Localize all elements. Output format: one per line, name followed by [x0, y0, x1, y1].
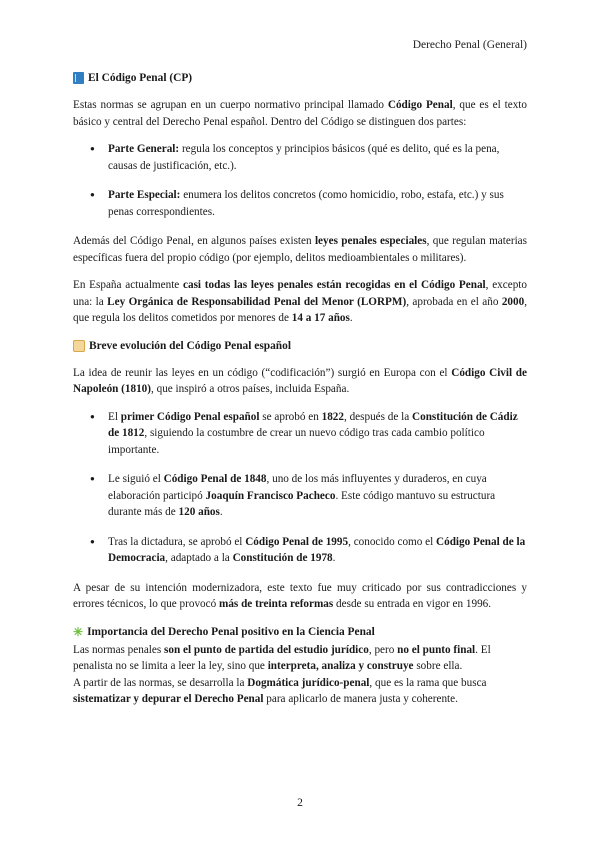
sparkle-icon: ✳	[73, 624, 84, 639]
list-item: ● El primer Código Penal español se aprobó en 1822, después de la Constitución de Cádiz de 1812, siguiendo la costumbre de crear un nuevo código tras cada cambio político importante.	[73, 409, 527, 459]
section-heading-evolucion: Breve evolución del Código Penal español	[73, 338, 527, 354]
list-item: ● Parte General: regula los conceptos y principios básicos (qué es delito, qué es la pena, causas de justificación, etc.).	[73, 141, 527, 174]
paragraph-codificacion: La idea de reunir las leyes en un código (“codificación”) surgió en Europa con el Código Civil de Napoleón (1810), que inspiró a otros países, incluida España.	[73, 366, 527, 395]
list-item: ● Le siguió el Código Penal de 1848, uno de los más influyentes y duraderos, en cuya elaboración participó Joaquín Francisco Pacheco. Este código mantuvo su estructura durante más de 120 años.	[73, 471, 527, 521]
page-number: 2	[297, 797, 303, 809]
scroll-icon	[73, 340, 85, 352]
paragraph-leyes-especiales: Además del Código Penal, en algunos países existen leyes penales especiales, que regulan materias específicas fuera del propio código (por ejemplo, delitos medioambientales o militares).	[73, 235, 527, 264]
section-heading-codigo: El Código Penal (CP)	[73, 70, 527, 86]
blue-book-icon	[73, 72, 84, 84]
section-heading-importancia: ✳ Importancia del Derecho Penal positivo en la Ciencia Penal	[73, 624, 375, 639]
paragraph-punto-partida: Las normas penales son el punto de partida del estudio jurídico, pero no el punto final. El penalista no se limita a leer la ley, sino que interpreta, analiza y construye sobre ella.	[73, 643, 491, 672]
document-body	[73, 70, 527, 708]
list-item: ● Parte Especial: enumera los delitos concretos (como homicidio, robo, estafa, etc.) y sus penas correspondientes.	[73, 187, 527, 220]
paragraph-lorpm: En España actualmente casi todas las leyes penales están recogidas en el Código Penal, excepto una: la Ley Orgánica de Responsabilidad Penal del Menor (LORPM), aprobada en el año 2000, que regula los delitos cometidos por menores de 14 a 17 años.	[73, 279, 527, 324]
page-header: Derecho Penal (General)	[412, 39, 527, 51]
list-partes	[73, 141, 527, 220]
list-evolucion	[73, 409, 527, 567]
paragraph-codigo-intro: Estas normas se agrupan en un cuerpo normativo principal llamado Código Penal, que es el texto básico y central del Derecho Penal español. Dentro del Código se distinguen dos partes:	[73, 99, 527, 128]
list-item: ● Tras la dictadura, se aprobó el Código Penal de 1995, conocido como el Código Penal de la Democracia, adaptado a la Constitución de 1978.	[73, 534, 527, 567]
paragraph-dogmatica: A partir de las normas, se desarrolla la Dogmática jurídico-penal, que es la rama que busca sistematizar y depurar el Derecho Penal para aplicarlo de manera justa y coherente.	[73, 676, 487, 705]
paragraph-reformas: A pesar de su intención modernizadora, este texto fue muy criticado por sus contradicciones y errores técnicos, lo que provocó más de treinta reformas desde su entrada en vigor en 1996.	[73, 581, 527, 610]
